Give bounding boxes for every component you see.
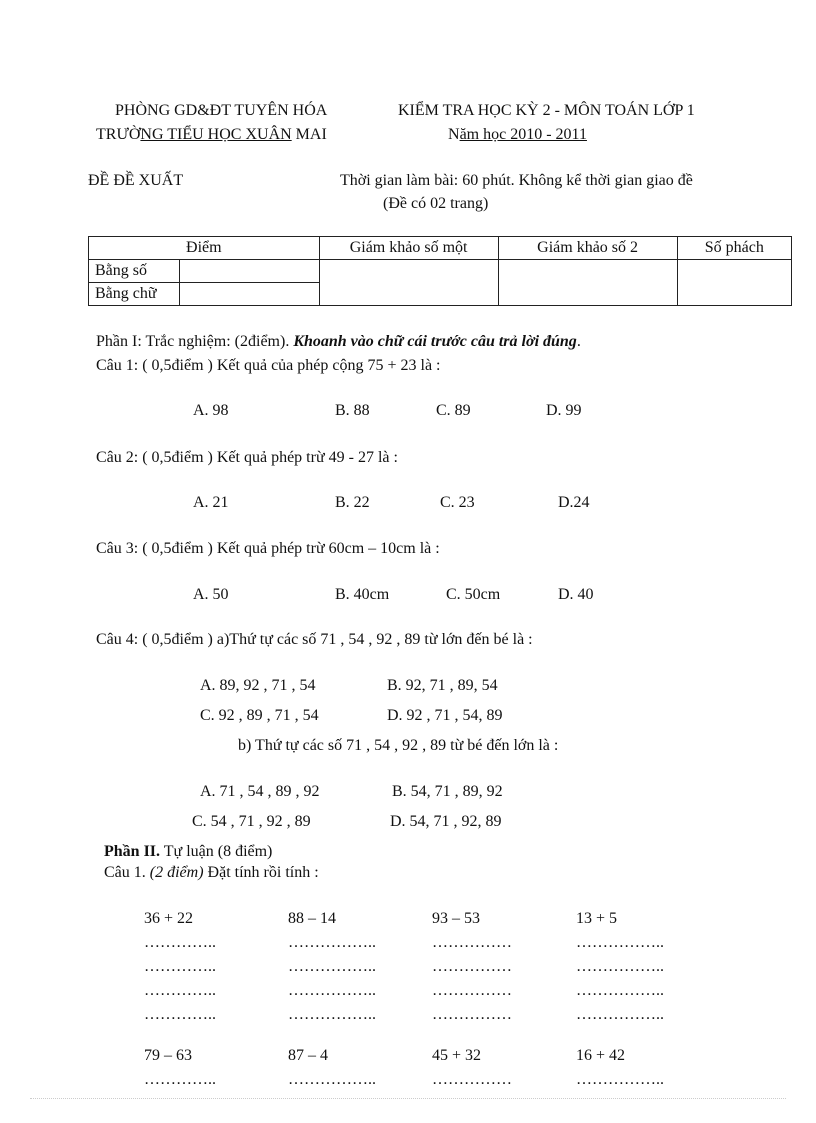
q4b-option-c: C. 54 , 71 , 92 , 89: [192, 813, 311, 830]
time-note: Thời gian làm bài: 60 phút. Không kể thời gian giao đề: [340, 172, 693, 189]
answer-dots: ……………..: [576, 1006, 664, 1023]
answer-dots: ……………..: [576, 982, 664, 999]
q3-option-c: C. 50cm: [446, 586, 501, 603]
score-words-label: Bằng chữ: [89, 283, 180, 306]
calc-8: 16 + 42: [576, 1047, 626, 1064]
exam-type: ĐỀ ĐỀ XUẤT: [88, 172, 184, 189]
examiner2-cell: [498, 260, 677, 306]
answer-dots: ……………..: [288, 1006, 376, 1023]
calc-2: 88 – 14: [288, 910, 336, 927]
answer-dots: …………..: [144, 958, 216, 975]
school-name-prefix: TRƯỜ: [96, 126, 141, 143]
q4b-option-d: D. 54, 71 , 92, 89: [390, 813, 502, 830]
code-header: Số phách: [677, 237, 791, 260]
q4b-option-a: A. 71 , 54 , 89 , 92: [200, 783, 320, 800]
answer-dots: ……………..: [288, 958, 376, 975]
answer-dots: ……………: [432, 982, 512, 999]
school-name: [96, 126, 327, 144]
school-year-prefix: N: [448, 126, 460, 143]
part2-heading: [104, 843, 272, 861]
answer-dots: ……………: [432, 958, 512, 975]
q4a-option-a: A. 89, 92 , 71 , 54: [200, 677, 316, 694]
question-1: Câu 1: ( 0,5điểm ) Kết quả của phép cộng 75 + 23 là :: [96, 357, 441, 374]
exam-title: KIỂM TRA HỌC KỲ 2 - MÔN TOÁN LỚP 1: [398, 102, 695, 119]
calc-4: 13 + 5: [576, 910, 618, 927]
q1-option-b: B. 88: [335, 402, 370, 419]
pages-note: (Đề có 02 trang): [383, 195, 489, 212]
part2-q1-label: Câu 1.: [104, 864, 150, 881]
calc-7: 45 + 32: [432, 1047, 482, 1064]
department-name: PHÒNG GD&ĐT TUYÊN HÓA: [115, 102, 328, 119]
question-3: Câu 3: ( 0,5điểm ) Kết quả phép trừ 60cm – 10cm là :: [96, 540, 440, 557]
page-bottom-rule: [30, 1098, 786, 1099]
school-year-underlined: ăm học 2010 - 2011: [459, 126, 587, 143]
question-2: Câu 2: ( 0,5điểm ) Kết quả phép trừ 49 - 27 là :: [96, 449, 398, 466]
score-header: Điểm: [89, 237, 320, 260]
school-name-suffix: MAI: [291, 126, 327, 143]
part1-instruction-end: .: [576, 333, 581, 350]
answer-dots: ……………..: [288, 982, 376, 999]
q3-option-a: A. 50: [193, 586, 229, 603]
q4a-option-b: B. 92, 71 , 89, 54: [387, 677, 498, 694]
score-table: [88, 236, 792, 306]
answer-dots: …………..: [144, 1006, 216, 1023]
answer-dots: ……………: [432, 1071, 512, 1088]
examiner1-cell: [319, 260, 498, 306]
answer-dots: ……………..: [576, 1071, 664, 1088]
part2-q1-points: (2 điểm): [149, 864, 204, 881]
q4b-option-b: B. 54, 71 , 89, 92: [392, 783, 503, 800]
q3-option-b: B. 40cm: [335, 586, 390, 603]
q1-option-a: A. 98: [193, 402, 229, 419]
calc-6: 87 – 4: [288, 1047, 328, 1064]
answer-dots: ……………..: [576, 934, 664, 951]
part2-question-1: [104, 864, 319, 882]
q2-option-a: A. 21: [193, 494, 229, 511]
score-words-cell: [180, 283, 320, 306]
part2-title-rest: Tự luận (8 điểm): [160, 843, 273, 860]
part1-title: Phần I: Trắc nghiệm: (2điểm).: [96, 333, 290, 350]
answer-dots: …………..: [144, 982, 216, 999]
question-4b: b) Thứ tự các số 71 , 54 , 92 , 89 từ bé đến lớn là :: [238, 737, 559, 754]
examiner2-header: Giám khảo số 2: [498, 237, 677, 260]
score-number-label: Bằng số: [89, 260, 180, 283]
q4a-option-c: C. 92 , 89 , 71 , 54: [200, 707, 319, 724]
answer-dots: ……………..: [288, 934, 376, 951]
answer-dots: ……………: [432, 934, 512, 951]
q4a-option-d: D. 92 , 71 , 54, 89: [387, 707, 503, 724]
q1-option-d: D. 99: [546, 402, 582, 419]
examiner1-header: Giám khảo số một: [319, 237, 498, 260]
answer-dots: …………..: [144, 934, 216, 951]
part1-instruction: Khoanh vào chữ cái trước câu trả lời đúng: [293, 333, 577, 350]
answer-dots: …………..: [144, 1071, 216, 1088]
answer-dots: ……………..: [288, 1071, 376, 1088]
q3-option-d: D. 40: [558, 586, 594, 603]
answer-dots: ……………..: [576, 958, 664, 975]
q2-option-b: B. 22: [335, 494, 370, 511]
calc-5: 79 – 63: [144, 1047, 192, 1064]
q2-option-d: D.24: [558, 494, 590, 511]
question-4: Câu 4: ( 0,5điểm ) a)Thứ tự các số 71 , 54 , 92 , 89 từ lớn đến bé là :: [96, 631, 533, 648]
calc-3: 93 – 53: [432, 910, 480, 927]
q1-option-c: C. 89: [436, 402, 471, 419]
part2-q1-text: Đặt tính rồi tính :: [203, 864, 319, 881]
q2-option-c: C. 23: [440, 494, 475, 511]
answer-dots: ……………: [432, 1006, 512, 1023]
school-name-underlined: NG TIỂU HỌC XUÂN: [140, 126, 292, 143]
school-year: [448, 126, 587, 144]
code-cell: [677, 260, 791, 306]
calc-1: 36 + 22: [144, 910, 194, 927]
part1-heading: [96, 333, 581, 351]
part2-title-bold: Phần II.: [104, 843, 161, 860]
score-number-cell: [180, 260, 320, 283]
